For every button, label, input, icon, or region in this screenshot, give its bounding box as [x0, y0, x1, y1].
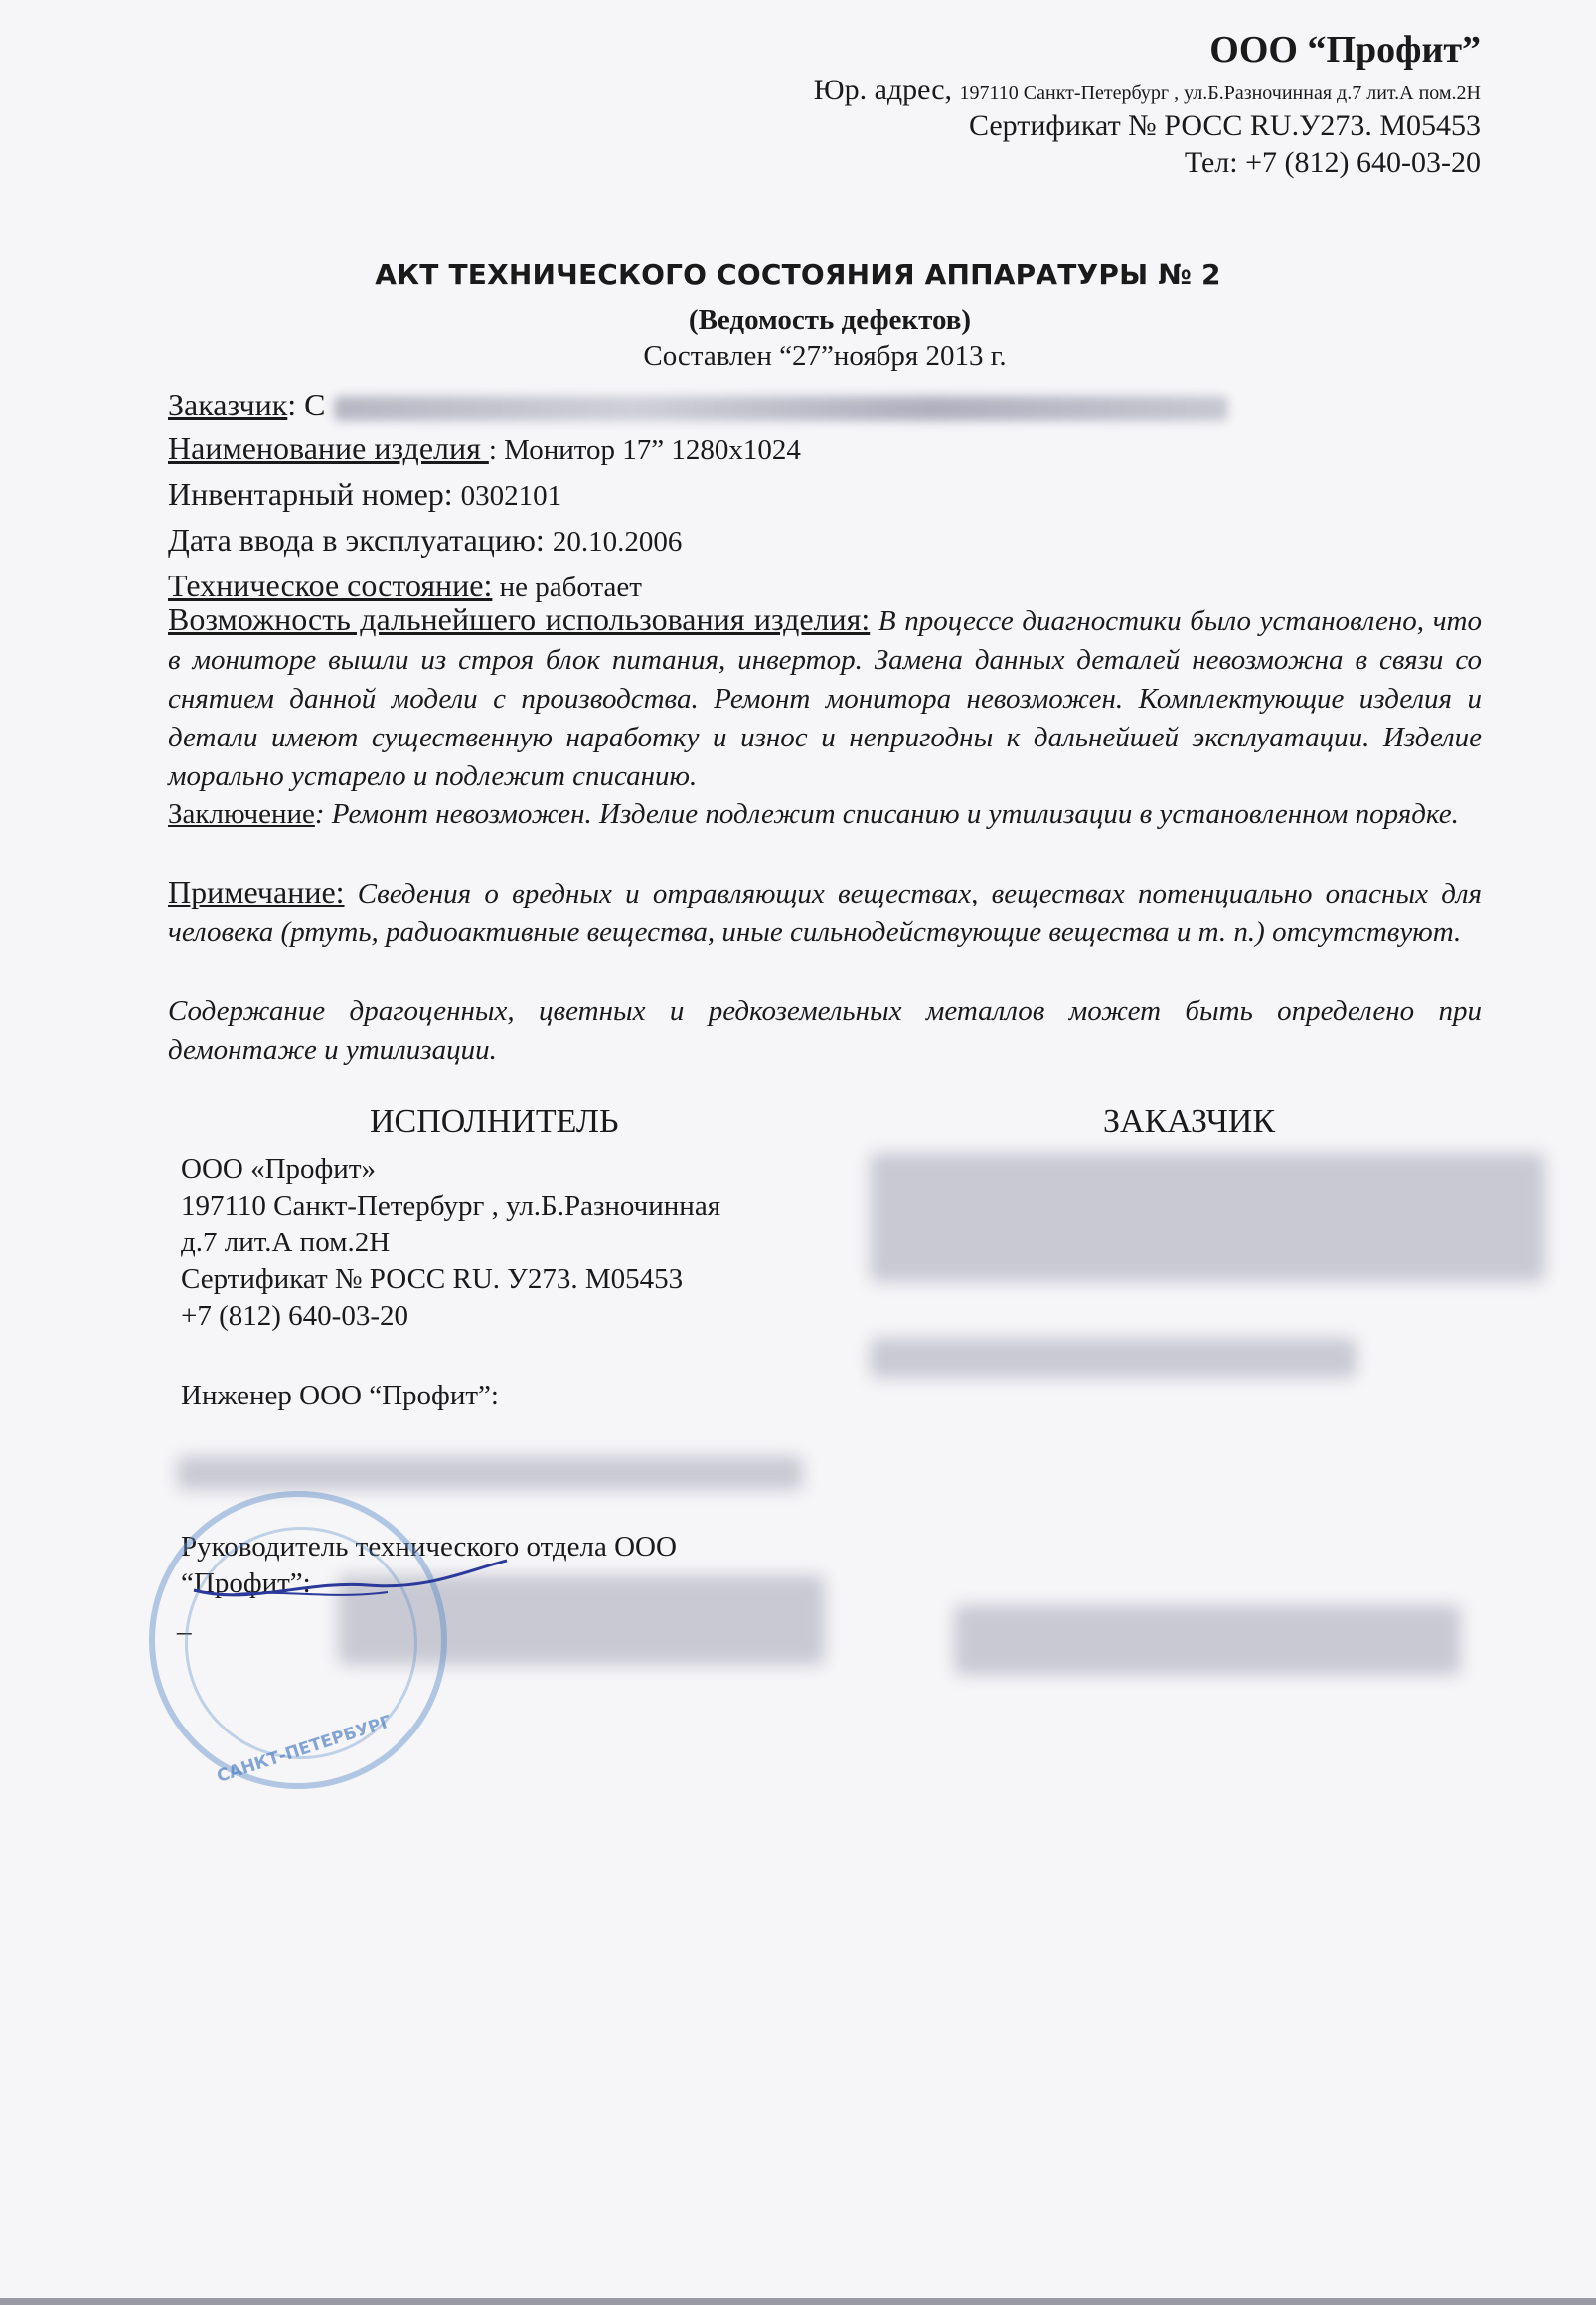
document-subtitle: (Ведомость дефектов) — [688, 304, 972, 336]
document-fields — [168, 383, 1482, 609]
conclusion-text: : Ремонт невозможен. Изделие подлежит списанию и утилизации в установленном порядке. — [314, 798, 1459, 830]
date-value: 20.10.2006 — [552, 526, 683, 558]
note-text: Сведения о вредных и отравляющих веществах, веществах потенциально опасных для человека (ртуть, радиоактивные вещества, иные сильнодействующие вещества и т. п.) отсутствуют. — [168, 878, 1482, 948]
executor-line: +7 (812) 640-03-20 — [181, 1300, 408, 1332]
customer-label: Заказчик — [168, 387, 288, 422]
state-label: Техническое состояние: — [168, 568, 493, 603]
signature-scribble-icon — [189, 1551, 517, 1610]
conclusion-paragraph — [168, 795, 1482, 834]
note-paragraph — [168, 873, 1482, 952]
head-label-line2: “Профит”: — [181, 1567, 311, 1599]
metals-paragraph: Содержание драгоценных, цветных и редкоземельных металлов может быть определено при демонтаже и утилизации. — [168, 995, 1482, 1066]
redacted-customer — [334, 396, 1228, 421]
scan-edge — [0, 2298, 1596, 2305]
conclusion-label: Заключение — [168, 798, 315, 830]
stamp-icon — [149, 1491, 447, 1789]
date-row — [168, 518, 1482, 564]
redacted-customer-details — [870, 1153, 1545, 1282]
address-label: Юр. адрес, — [813, 74, 953, 106]
state-value: не работает — [492, 572, 642, 603]
product-value: : Монитор 17” 1280х1024 — [488, 434, 801, 466]
executor-line: д.7 лит.А пом.2Н — [181, 1227, 391, 1258]
product-label: Наименование изделия — [168, 430, 489, 466]
inventory-label: Инвентарный номер: — [168, 476, 461, 512]
executor-line: 197110 Санкт-Петербург , ул.Б.Разночинная — [181, 1190, 721, 1222]
inventory-row — [168, 472, 1482, 518]
engineer-label: Инженер ООО “Профит”: — [181, 1380, 499, 1411]
product-row — [168, 426, 1482, 472]
executor-details — [181, 1151, 817, 1335]
date-label: Дата ввода в эксплуатацию: — [168, 522, 553, 558]
stamp-city: САНКТ-ПЕТЕРБУРГ — [214, 1712, 395, 1787]
possibility-text: В процессе диагностики было установлено, что в мониторе вышли из строя блок питания, инвертор. Замена данных деталей невозможна в связи со снятием данной модели с производства. Ремонт монитора невозможен. Комплектующие изделия и детали имеют существенную наработку и износ и непригодны к дальнейшей эксплуатации. Изделие морально устарело и подлежит списанию. — [168, 605, 1482, 792]
possibility-paragraph — [168, 600, 1482, 796]
signature-dash: _ — [177, 1606, 192, 1638]
certificate-number: Сертификат № РОСС RU.У273. М05453 — [968, 109, 1481, 142]
redacted-engineer-signature — [177, 1456, 803, 1490]
document-title: АКТ ТЕХНИЧЕСКОГО СОСТОЯНИЯ АППАРАТУРЫ № 2 — [375, 258, 1221, 291]
phone-number: Тел: +7 (812) 640-03-20 — [1184, 146, 1481, 179]
executor-heading: ИСПОЛНИТЕЛЬ — [370, 1103, 619, 1140]
executor-line: Сертификат № РОСС RU. У273. М05453 — [181, 1263, 684, 1295]
customer-heading: ЗАКАЗЧИК — [1103, 1103, 1276, 1140]
company-name: ООО “Профит” — [1209, 29, 1481, 71]
possibility-label: Возможность дальнейшего использования изделия: — [168, 601, 871, 637]
customer-prefix: : С — [287, 387, 326, 422]
legal-address — [814, 74, 1481, 107]
address-value: 197110 Санкт-Петербург , ул.Б.Разночинная д.7 лит.А пом.2Н — [959, 82, 1481, 104]
composed-date: Составлен “27”ноября 2013 г. — [643, 340, 1007, 372]
customer-row — [168, 383, 1482, 426]
note-label: Примечание: — [168, 874, 345, 909]
executor-line: ООО «Профит» — [181, 1153, 377, 1185]
redacted-customer-contact — [870, 1338, 1357, 1378]
inventory-value: 0302101 — [460, 480, 562, 512]
redacted-customer-signature — [954, 1605, 1461, 1675]
head-label-line1: Руководитель технического отдела ООО — [181, 1531, 677, 1563]
